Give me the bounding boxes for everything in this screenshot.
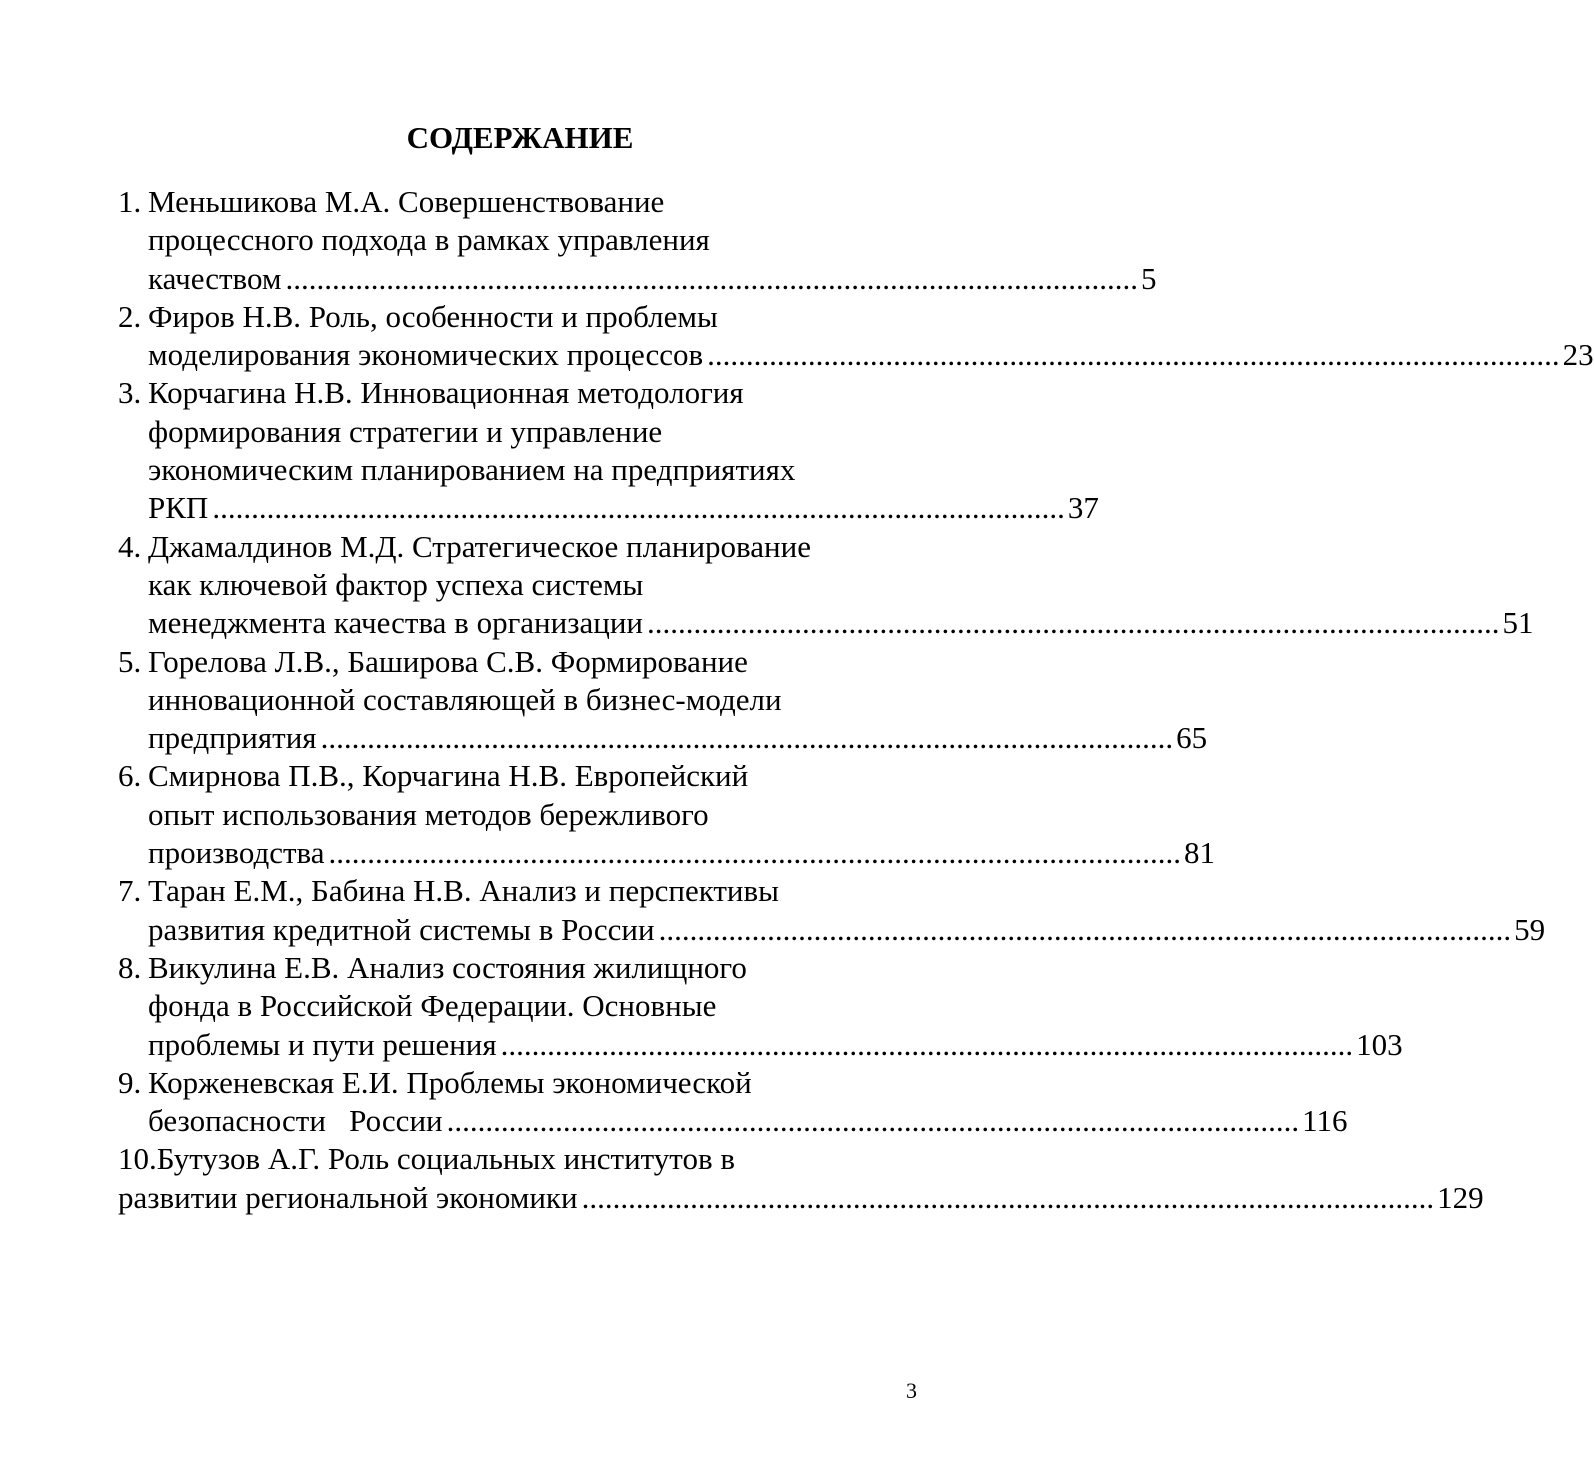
dot-leader: .............................................................................................................. <box>707 337 1560 373</box>
entry-last-line <box>148 911 1546 949</box>
entry-line: РКП <box>148 490 209 526</box>
page-title: СОДЕРЖАНИЕ <box>406 120 634 155</box>
entry-line: Викулина Е.В. Анализ состояния жилищного <box>148 949 747 985</box>
entry-last-line <box>148 719 1208 757</box>
entry-number: 4. <box>118 528 142 564</box>
entry-line: процессного подхода в рамках управления <box>148 222 710 258</box>
entry-number: 1. <box>118 184 142 219</box>
toc-entry-8 <box>118 949 1403 1064</box>
entry-page: 116 <box>1302 1103 1348 1139</box>
entry-line: Горелова Л.В., Баширова С.В. Формирование <box>148 643 748 679</box>
table-of-contents <box>118 183 1594 1217</box>
entry-line: менеджмента качества в организации <box>148 605 644 641</box>
entry-line: экономическим планированием на предприятиях <box>148 452 796 488</box>
entry-line: проблемы и пути решения <box>148 1026 497 1062</box>
entry-page: 5 <box>1141 260 1157 296</box>
entry-number: 10. <box>118 1141 157 1177</box>
entry-number: 2. <box>118 298 142 334</box>
entry-number: 7. <box>118 873 142 909</box>
dot-leader: .............................................................................................................. <box>658 911 1512 947</box>
entry-line: качеством <box>148 260 282 296</box>
entry-line: производства <box>148 835 325 871</box>
entry-line: Корчагина Н.В. Инновационная методология <box>148 375 744 411</box>
dot-leader: .............................................................................................................. <box>285 260 1138 296</box>
entry-page: 37 <box>1067 490 1099 526</box>
entry-number: 3. <box>118 375 142 411</box>
entry-last-line <box>148 336 1594 374</box>
entry-page: 129 <box>1437 1179 1484 1215</box>
toc-entry-5 <box>118 643 1208 758</box>
entry-line: Таран Е.М., Бабина Н.В. Анализ и перспективы <box>148 873 779 909</box>
entry-line: Фиров Н.В. Роль, особенности и проблемы <box>148 298 718 334</box>
entry-line: Меньшикова М.А. Совершенствование <box>148 184 665 219</box>
entry-line: формирования стратегии и управление <box>148 413 663 449</box>
entry-number: 6. <box>118 758 142 794</box>
entry-page: 51 <box>1502 605 1534 641</box>
toc-entry-10 <box>118 1140 1484 1217</box>
entry-line: Корженевская Е.И. Проблемы экономической <box>148 1064 752 1100</box>
entry-page: 23 <box>1562 337 1594 373</box>
entry-last-line <box>148 834 1216 872</box>
toc-entry-3 <box>118 374 1099 527</box>
toc-entry-6 <box>118 757 1216 872</box>
entry-line: фонда в Российской Федерации. Основные <box>148 988 717 1024</box>
entry-line: Смирнова П.В., Корчагина Н.В. Европейский <box>148 758 749 794</box>
entry-last-line <box>118 1179 1484 1217</box>
dot-leader: .............................................................................................................. <box>500 1026 1354 1062</box>
entry-line: развитии региональной экономики <box>118 1179 578 1215</box>
dot-leader: .............................................................................................................. <box>320 720 1174 756</box>
toc-entry-1 <box>118 183 1157 298</box>
entry-page: 103 <box>1356 1026 1403 1062</box>
entry-last-line <box>148 260 1157 298</box>
dot-leader: .............................................................................................................. <box>581 1179 1435 1215</box>
entry-line: как ключевой фактор успеха системы <box>148 566 644 602</box>
page-number: 3 <box>906 1378 917 1403</box>
entry-number: 5. <box>118 643 142 679</box>
entry-last-line <box>148 489 1099 527</box>
toc-entry-7 <box>118 872 1546 949</box>
dot-leader: .............................................................................................................. <box>446 1103 1300 1139</box>
entry-last-line <box>148 1102 1348 1140</box>
entry-last-line <box>148 604 1534 642</box>
entry-number: 8. <box>118 949 142 985</box>
entry-page: 59 <box>1514 911 1546 947</box>
entry-number: 9. <box>118 1064 142 1100</box>
entry-line: Джамалдинов М.Д. Стратегическое планирование <box>148 528 811 564</box>
entry-last-line <box>148 1026 1403 1064</box>
dot-leader: .............................................................................................................. <box>647 605 1500 641</box>
entry-page: 81 <box>1184 835 1216 871</box>
entry-first-line <box>118 1140 890 1178</box>
entry-line: безопасности России <box>148 1103 443 1139</box>
entry-page: 65 <box>1176 720 1208 756</box>
entry-line: Бутузов А.Г. Роль социальных институтов в <box>156 1141 735 1177</box>
entry-line: развития кредитной системы в России <box>148 911 655 947</box>
entry-line: предприятия <box>148 720 317 756</box>
entry-line: опыт использования методов бережливого <box>148 796 709 832</box>
dot-leader: .............................................................................................................. <box>328 835 1182 871</box>
toc-entry-2 <box>118 298 1594 375</box>
entry-line: моделирования экономических процессов <box>148 337 704 373</box>
toc-entry-9 <box>118 1064 1348 1141</box>
toc-entry-4 <box>118 528 1534 643</box>
dot-leader: .............................................................................................................. <box>212 490 1065 526</box>
entry-line: инновационной составляющей в бизнес-модели <box>148 681 782 717</box>
